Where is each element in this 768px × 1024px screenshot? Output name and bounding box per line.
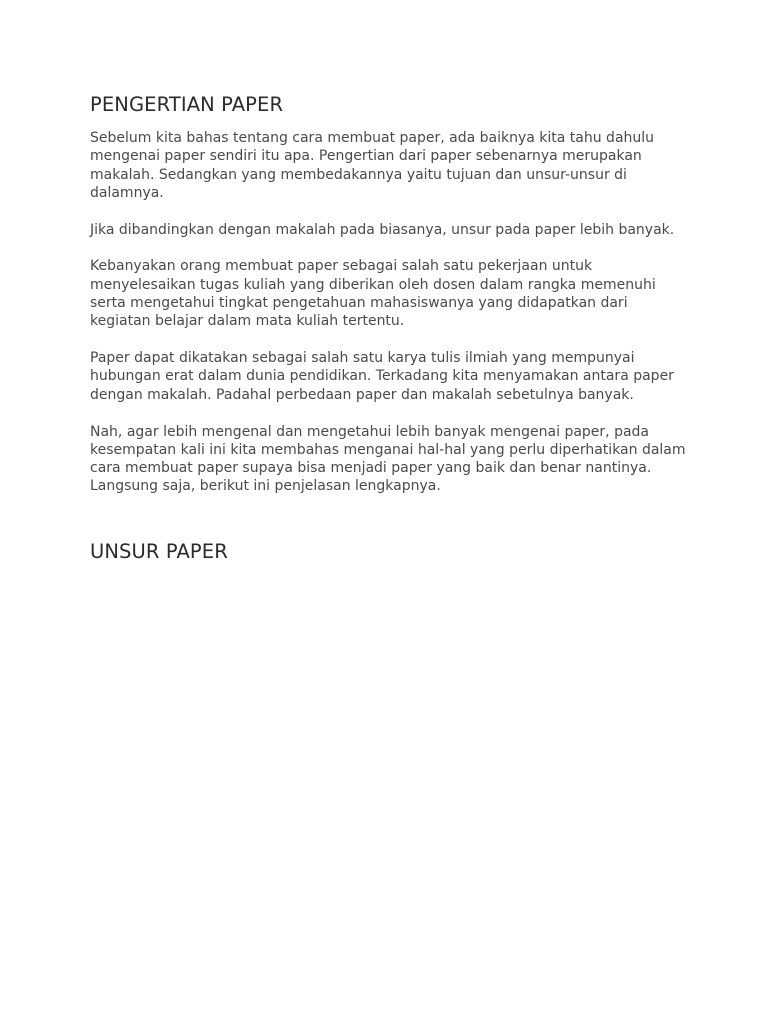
paragraph-1: Sebelum kita bahas tentang cara membuat paper, ada baiknya kita tahu dahulu mengenai paper sendiri itu apa. Pengertian dari paper sebenarnya merupakan makalah. Sedangkan yang membedakannya yaitu tujuan dan unsur-unsur di dalamnya. — [90, 130, 655, 201]
paragraph-5: Nah, agar lebih mengenal dan mengetahui lebih banyak mengenai paper, pada kesempatan kali ini kita membahas menganai hal-hal yang perlu diperhatikan dalam cara membuat paper supaya bisa menjadi paper yang baik dan benar nantinya. Langsung saja, berikut ini penjelasan lengkapnya. — [90, 423, 686, 495]
section-heading-unsur-paper: UNSUR PAPER — [90, 539, 228, 563]
section-heading-pengertian-paper: PENGERTIAN PAPER — [90, 93, 284, 116]
document-content — [90, 93, 690, 576]
paragraph-3: Kebanyakan orang membuat paper sebagai salah satu pekerjaan untuk menyelesaikan tugas kuliah yang diberikan oleh dosen dalam rangka memenuhi serta mengetahui tingkat pengetahuan mahasiswanya yang didapatkan dari kegiatan belajar dalam mata kuliah tertentu. — [90, 258, 656, 330]
paragraph-2: Jika dibandingkan dengan makalah pada biasanya, unsur pada paper lebih banyak. — [90, 221, 675, 238]
paragraph-4: Paper dapat dikatakan sebagai salah satu karya tulis ilmiah yang mempunyai hubungan erat dalam dunia pendidikan. Terkadang kita menyamakan antara paper dengan makalah. Padahal perbedaan paper dan makalah sebetulnya banyak. — [90, 350, 674, 403]
